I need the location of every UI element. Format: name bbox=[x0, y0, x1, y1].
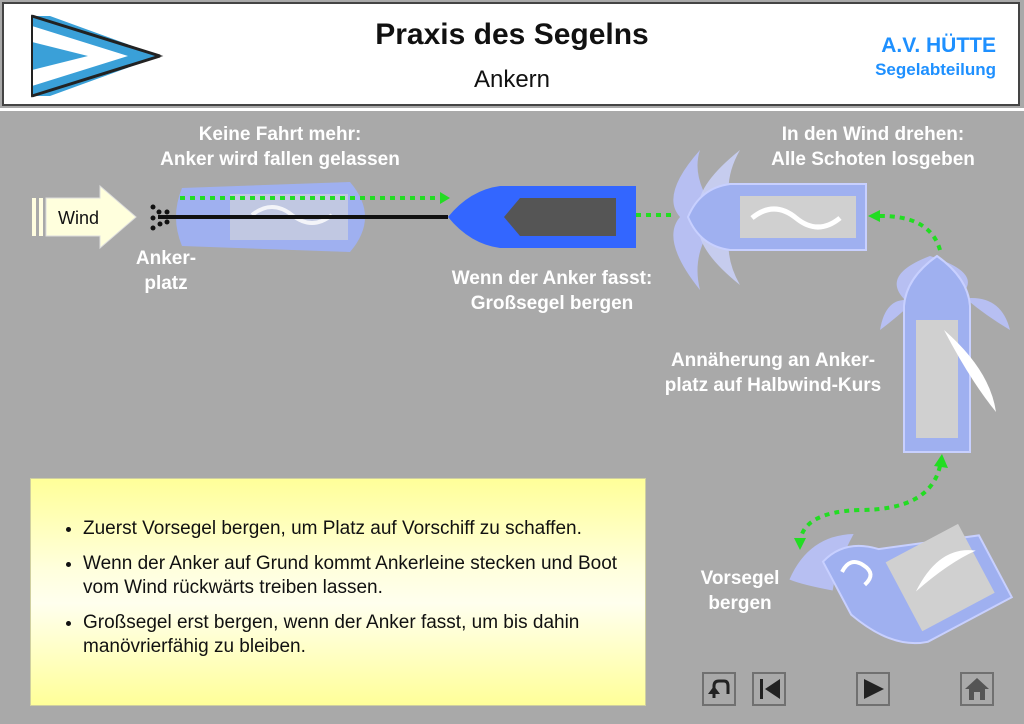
step-anchor-holds-line1: Wenn der Anker fasst: bbox=[451, 268, 653, 289]
notes-list bbox=[31, 479, 645, 659]
step-head-to-wind-line1: In den Wind drehen: bbox=[781, 124, 965, 145]
step-approach-line2: platz auf Halbwind-Kurs bbox=[664, 375, 882, 396]
step-approach-line1: Annäherung an Anker- bbox=[670, 350, 876, 371]
page-subtitle: Ankern bbox=[473, 66, 551, 93]
next-page-button[interactable] bbox=[856, 672, 890, 706]
note-item: • Zuerst Vorsegel bergen, um Platz auf Vorschiff zu schaffen. bbox=[83, 517, 631, 541]
org-department: Segelabteilung bbox=[875, 60, 996, 79]
step-headsail-line2: bergen bbox=[708, 593, 772, 614]
org-name: A.V. HÜTTE bbox=[881, 34, 996, 57]
home-button[interactable] bbox=[960, 672, 994, 706]
anchor-spot-label-line2: platz bbox=[144, 273, 188, 294]
first-page-button[interactable] bbox=[752, 672, 786, 706]
step-anchor-dropped-line2: Anker wird fallen gelassen bbox=[160, 149, 400, 170]
step-head-to-wind-line2: Alle Schoten losgeben bbox=[771, 149, 975, 170]
wind-label: Wind bbox=[58, 208, 100, 228]
step-anchor-holds-label bbox=[430, 266, 674, 316]
home-icon bbox=[962, 674, 992, 704]
step-anchor-dropped-label bbox=[130, 122, 430, 172]
note-item: • Wenn der Anker auf Grund kommt Ankerleine stecken und Boot vom Wind rückwärts treiben lassen. bbox=[83, 552, 631, 600]
page-title: Praxis des Segelns bbox=[375, 18, 649, 51]
anchor-spot-label-line1: Anker- bbox=[135, 248, 197, 269]
step-anchor-holds-line2: Großsegel bergen bbox=[470, 293, 634, 314]
step-headsail-line1: Vorsegel bbox=[700, 568, 780, 589]
boat-anchor-holds bbox=[448, 186, 636, 248]
step-head-to-wind-label bbox=[748, 122, 998, 172]
note-item: • Großsegel erst bergen, wenn der Anker fasst, um bis dahin manövrierfähig zu bleiben. bbox=[83, 611, 631, 659]
boat-beam-reach bbox=[880, 256, 1010, 452]
back-button[interactable] bbox=[702, 672, 736, 706]
step-headsail-label bbox=[690, 566, 790, 616]
step-anchor-dropped-line1: Keine Fahrt mehr: bbox=[198, 124, 362, 145]
back-icon bbox=[704, 674, 734, 704]
anchor-spot-label bbox=[128, 246, 204, 296]
step-approach-label bbox=[648, 348, 898, 398]
first-page-icon bbox=[754, 674, 784, 704]
notes-box bbox=[30, 478, 646, 706]
next-page-icon bbox=[858, 674, 888, 704]
